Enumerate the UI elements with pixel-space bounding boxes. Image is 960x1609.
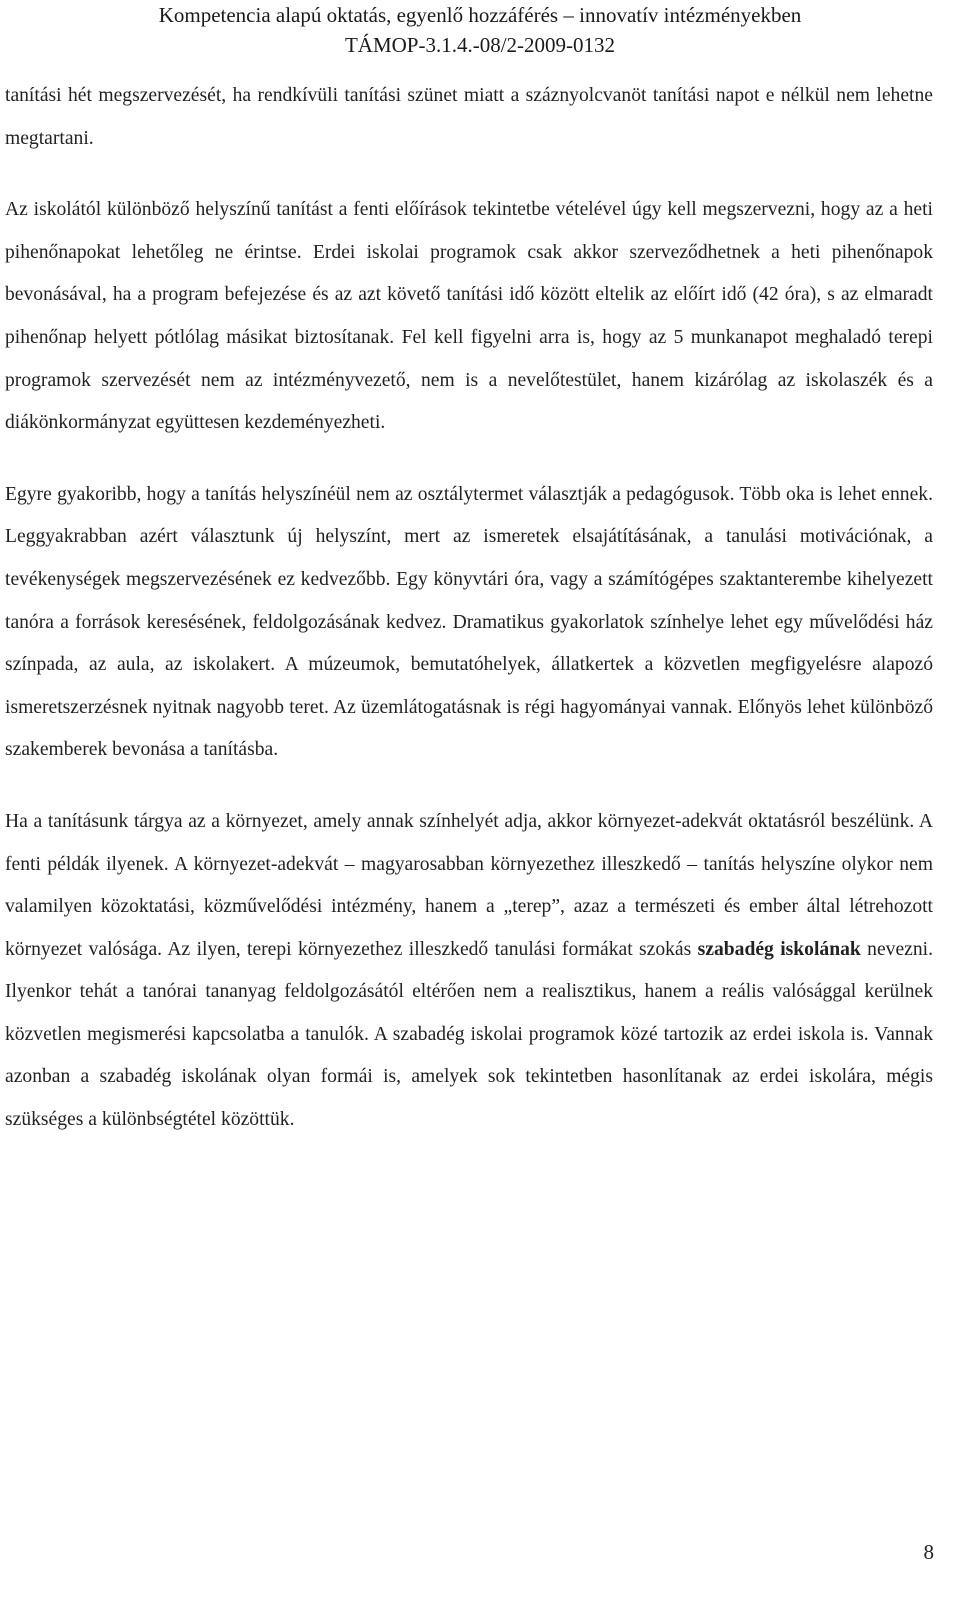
paragraph-1: tanítási hét megszervezését, ha rendkívüli tanítási szünet miatt a száznyolcvanöt tanítási napot e nélkül nem lehetne megtartani. — [5, 85, 933, 149]
paragraph-4-text-before: Ha a tanításunk tárgya az a környezet, amely annak színhelyét adja, akkor környezet-adekvát oktatásról beszélünk. A fenti példák ilyenek. A környezet-adekvát – magyarosabban környezethez illeszkedő – tanítás helyszíne olykor nem valamilyen közoktatási, közművelődési intézmény, hanem a „terep”, azaz a természeti és ember által létrehozott környezet valósága. Az ilyen, terepi környezethez illeszkedő tanulási formákat szokás — [5, 810, 933, 960]
paragraph-4-bold-term: szabadég iskolának — [697, 938, 861, 960]
paragraph-4 — [5, 801, 933, 1142]
header-title: Kompetencia alapú oktatás, egyenlő hozzáférés – innovatív intézményekben — [158, 3, 802, 27]
header-project-code: TÁMOP-3.1.4.-08/2-2009-0132 — [344, 33, 616, 57]
paragraph-3: Egyre gyakoribb, hogy a tanítás helyszínéül nem az osztálytermet választják a pedagógusok. Több oka is lehet ennek. Leggyakrabban azért választunk új helyszínt, mert az ismeretek elsajátításának, a tanulási motivációnak, a tevékenységek megszervezésének ez kedvezőbb. Egy könyvtári óra, vagy a számítógépes szaktanterembe kihelyezett tanóra a források keresésének, feldolgozásának kedvez. Dramatikus gyakorlatok színhelye lehet egy művelődési ház színpada, az aula, az iskolakert. A múzeumok, bemutatóhelyek, állatkertek a közvetlen megfigyelésre alapozó ismeretszerzésnek nyitnak nagyobb teret. Az üzemlátogatásnak is régi hagyományai vannak. Előnyös lehet különböző szakemberek bevonása a tanításba. — [5, 483, 933, 761]
paragraph-2: Az iskolától különböző helyszínű tanítást a fenti előírások tekintetbe vételével úgy kell megszervezni, hogy az a heti pihenőnapokat lehetőleg ne érintse. Erdei iskolai programok csak akkor szerveződhetnek a heti pihenőnapok bevonásával, ha a program befejezése és az azt követő tanítási idő között eltelik az előírt idő (42 óra), s az elmaradt pihenőnap helyett pótlólag másikat biztosítanak. Fel kell figyelni arra is, hogy az 5 munkanapot meghaladó terepi programok szervezését nem az intézményvezető, nem is a nevelőtestület, hanem kizárólag az iskolaszék és a diákönkormányzat együttesen kezdeményezheti. — [5, 199, 933, 434]
document-body — [5, 75, 933, 1142]
page-number: 8 — [923, 1540, 934, 1564]
paragraph-4-text-after: nevezni. Ilyenkor tehát a tanórai tananyag feldolgozásától eltérően nem a realisztikus, hanem a reális valósággal kerülnek közvetlen megismerési kapcsolatba a tanulók. A szabadég iskolai programok közé tartozik az erdei iskola is. Vannak azonban a szabadég iskolának olyan formái is, amelyek sok tekintetben hasonlítanak az erdei iskolára, mégis szükséges a különbségtétel közöttük. — [5, 938, 933, 1131]
page-header — [0, 0, 960, 60]
